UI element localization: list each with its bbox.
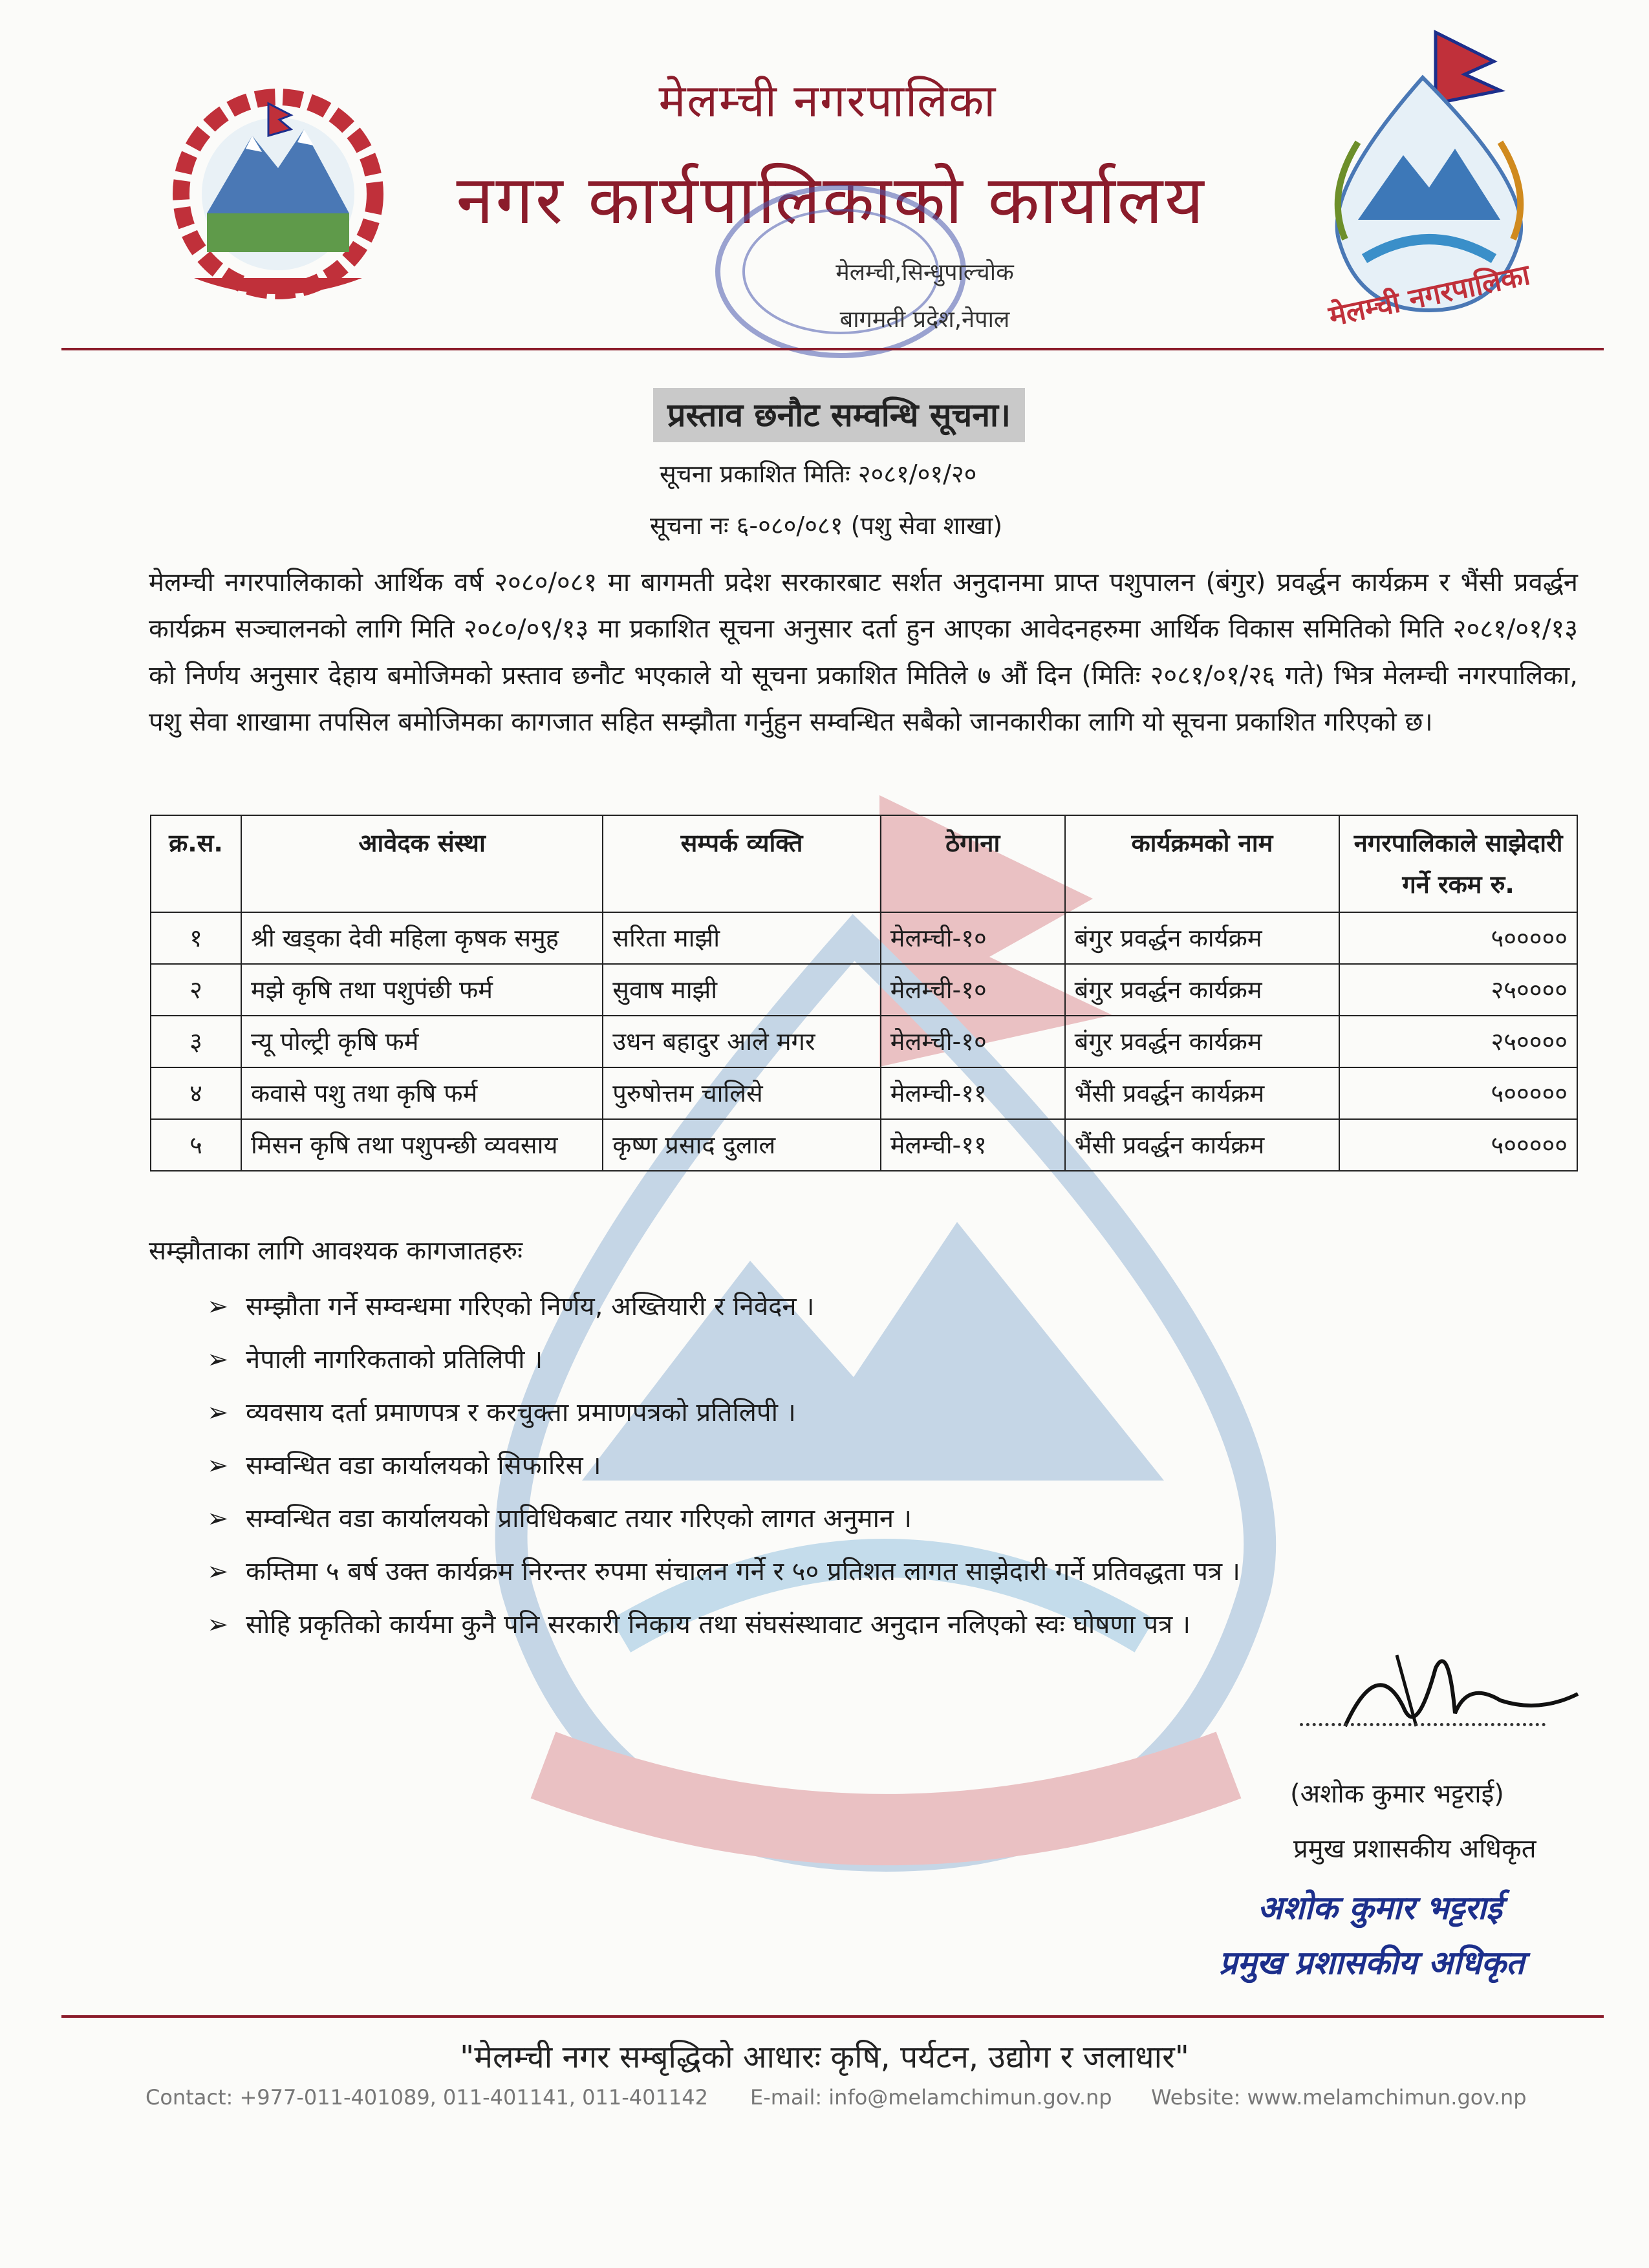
document-text: सोहि प्रकृतिको कार्यमा कुनै पनि सरकारी निकाय तथा संघसंस्थावाट अनुदान नलिएको स्वः घोषणा पत्र । bbox=[246, 1610, 1191, 1640]
cell-address: मेलम्ची-१० bbox=[881, 964, 1065, 1016]
cell-address: मेलम्ची-१० bbox=[881, 912, 1065, 964]
address-line-2: बागमती प्रदेश,नेपाल bbox=[839, 306, 1010, 333]
header-divider bbox=[61, 348, 1604, 350]
table-row bbox=[151, 1016, 1577, 1067]
cell-applicant: मझे कृषि तथा पशुपंछी फर्म bbox=[241, 964, 603, 1016]
cell-contact-person: सरिता माझी bbox=[603, 912, 881, 964]
cell-amount: २५०००० bbox=[1339, 1016, 1577, 1067]
signatory-name: (अशोक कुमार भट्टराई) bbox=[1290, 1779, 1504, 1809]
cell-contact-person: कृष्ण प्रसाद दुलाल bbox=[603, 1119, 881, 1171]
header-serial: क्र.स. bbox=[151, 815, 241, 912]
notice-body: मेलम्ची नगरपालिकाको आर्थिक वर्ष २०८०/०८१ मा बागमती प्रदेश सरकारबाट सर्शत अनुदानमा प्राप्त पशुपालन (बंगुर) प्रवर्द्धन कार्यक्रम र भैंसी प्रवर्द्धन कार्यक्रम सञ्चालनको लागि मिति २०८०/०९/१३ मा प्रकाशित सूचना अनुसार दर्ता हुन आएका आवेदनहरुमा आर्थिक विकास समितिको मिति २०८१/०१/१३ को निर्णय अनुसार देहाय बमोजिमको प्रस्ताव छनौट भएकाले यो सूचना प्रकाशित मितिले ७ औं दिन (मितिः २०८१/०१/२६ गते) भित्र मेलम्ची नगरपालिका, पशु सेवा शाखामा तपसिल बमोजिमका कागजात सहित सम्झौता गर्नुहुन सम्वन्धित सबैको जानकारीका लागि यो सूचना प्रकाशित गरिएको छ। bbox=[149, 568, 1578, 737]
notice-number: सूचना नः ६-०८०/०८१ (पशु सेवा शाखा) bbox=[650, 511, 1003, 540]
document-text: सम्वन्धित वडा कार्यालयको सिफारिस । bbox=[246, 1451, 601, 1481]
cell-applicant: कवासे पशु तथा कृषि फर्म bbox=[241, 1067, 603, 1119]
published-date: सूचना प्रकाशित मितिः २०८१/०१/२० bbox=[660, 460, 977, 488]
document-text: सम्वन्धित वडा कार्यालयको प्राविधिकबाट तयार गरिएको लागत अनुमान । bbox=[246, 1504, 912, 1534]
footer-email: E-mail: info@melamchimun.gov.np bbox=[750, 2085, 1112, 2110]
cell-contact-person: पुरुषोत्तम चालिसे bbox=[603, 1067, 881, 1119]
cell-serial: ४ bbox=[151, 1067, 241, 1119]
table-row bbox=[151, 1067, 1577, 1119]
documents-list bbox=[207, 1280, 1565, 1651]
list-item bbox=[207, 1280, 1565, 1333]
cell-amount: ५००००० bbox=[1339, 1119, 1577, 1171]
cell-program: भैंसी प्रवर्द्धन कार्यक्रम bbox=[1065, 1067, 1340, 1119]
table-row bbox=[151, 964, 1577, 1016]
signatory-title: प्रमुख प्रशासकीय अधिकृत bbox=[1293, 1834, 1536, 1864]
cell-program: बंगुर प्रवर्द्धन कार्यक्रम bbox=[1065, 1016, 1340, 1067]
cell-address: मेलम्ची-११ bbox=[881, 1119, 1065, 1171]
header-amount: नगरपालिकाले साझेदारी गर्ने रकम रु. bbox=[1339, 815, 1577, 912]
footer-website: Website: www.melamchimun.gov.np bbox=[1151, 2085, 1527, 2110]
cell-contact-person: उधन बहादुर आले मगर bbox=[603, 1016, 881, 1067]
document-text: व्यवसाय दर्ता प्रमाणपत्र र करचुक्ता प्रमाणपत्रको प्रतिलिपी । bbox=[246, 1398, 796, 1428]
arrow-bullet-icon: ➢ bbox=[207, 1292, 229, 1321]
list-item bbox=[207, 1439, 1565, 1492]
cell-serial: १ bbox=[151, 912, 241, 964]
footer-contact: Contact: +977-011-401089, 011-401141, 011-401142 bbox=[146, 2085, 708, 2110]
header-program: कार्यक्रमको नाम bbox=[1065, 815, 1340, 912]
stamp-title: प्रमुख प्रशासकीय अधिकृत bbox=[1219, 1944, 1525, 1982]
cell-serial: ३ bbox=[151, 1016, 241, 1067]
documents-heading: सम्झौताका लागि आवश्यक कागजातहरुः bbox=[149, 1236, 523, 1266]
signature-line bbox=[1300, 1723, 1546, 1726]
list-item bbox=[207, 1333, 1565, 1386]
stamp-name: अशोक कुमार भट्टराई bbox=[1258, 1889, 1502, 1927]
address-line-1: मेलम्ची,सिन्धुपाल्चोक bbox=[835, 259, 1014, 286]
handwritten-signature bbox=[1319, 1629, 1591, 1759]
footer-slogan: "मेलम्ची नगर सम्बृद्धिको आधारः कृषि, पर्यटन, उद्योग र जलाधार" bbox=[460, 2039, 1189, 2075]
cell-serial: २ bbox=[151, 964, 241, 1016]
cell-amount: ५००००० bbox=[1339, 1067, 1577, 1119]
cell-address: मेलम्ची-१० bbox=[881, 1016, 1065, 1067]
document-text: कम्तिमा ५ बर्ष उक्त कार्यक्रम निरन्तर रुपमा संचालन गर्ने र ५० प्रतिशत लागत साझेदारी गर्ने प्रतिवद्धता पत्र । bbox=[246, 1557, 1240, 1587]
cell-amount: ५००००० bbox=[1339, 912, 1577, 964]
cell-program: बंगुर प्रवर्द्धन कार्यक्रम bbox=[1065, 912, 1340, 964]
cell-amount: २५०००० bbox=[1339, 964, 1577, 1016]
arrow-bullet-icon: ➢ bbox=[207, 1610, 229, 1640]
arrow-bullet-icon: ➢ bbox=[207, 1345, 229, 1375]
office-name: नगर कार्यपालिकाको कार्यालय bbox=[456, 160, 1206, 239]
footer-divider bbox=[61, 2015, 1604, 2018]
header-contact-person: सम्पर्क व्यक्ति bbox=[603, 815, 881, 912]
logo-caption: मेलम्ची नगरपालिका bbox=[1326, 258, 1533, 334]
cell-applicant: श्री खड्का देवी महिला कृषक समुह bbox=[241, 912, 603, 964]
header-address: ठेगाना bbox=[881, 815, 1065, 912]
applicants-table bbox=[150, 815, 1578, 1171]
cell-applicant: मिसन कृषि तथा पशुपन्छी व्यवसाय bbox=[241, 1119, 603, 1171]
cell-applicant: न्यू पोल्ट्री कृषि फर्म bbox=[241, 1016, 603, 1067]
cell-address: मेलम्ची-११ bbox=[881, 1067, 1065, 1119]
list-item bbox=[207, 1492, 1565, 1545]
municipality-name: मेलम्ची नगरपालिका bbox=[658, 74, 997, 127]
arrow-bullet-icon: ➢ bbox=[207, 1504, 229, 1534]
arrow-bullet-icon: ➢ bbox=[207, 1557, 229, 1587]
table-row bbox=[151, 1119, 1577, 1171]
list-item bbox=[207, 1386, 1565, 1439]
table-header-row bbox=[151, 815, 1577, 912]
document-text: सम्झौता गर्ने सम्वन्धमा गरिएको निर्णय, अख्तियारी र निवेदन । bbox=[246, 1292, 815, 1321]
header-applicant: आवेदक संस्था bbox=[241, 815, 603, 912]
table-row bbox=[151, 912, 1577, 964]
list-item bbox=[207, 1545, 1565, 1598]
notice-title: प्रस्ताव छनौट सम्वन्धि सूचना। bbox=[653, 388, 1025, 442]
cell-program: बंगुर प्रवर्द्धन कार्यक्रम bbox=[1065, 964, 1340, 1016]
cell-contact-person: सुवाष माझी bbox=[603, 964, 881, 1016]
document-text: नेपाली नागरिकताको प्रतिलिपी । bbox=[246, 1345, 543, 1375]
arrow-bullet-icon: ➢ bbox=[207, 1398, 229, 1428]
cell-serial: ५ bbox=[151, 1119, 241, 1171]
arrow-bullet-icon: ➢ bbox=[207, 1451, 229, 1481]
cell-program: भैंसी प्रवर्द्धन कार्यक्रम bbox=[1065, 1119, 1340, 1171]
